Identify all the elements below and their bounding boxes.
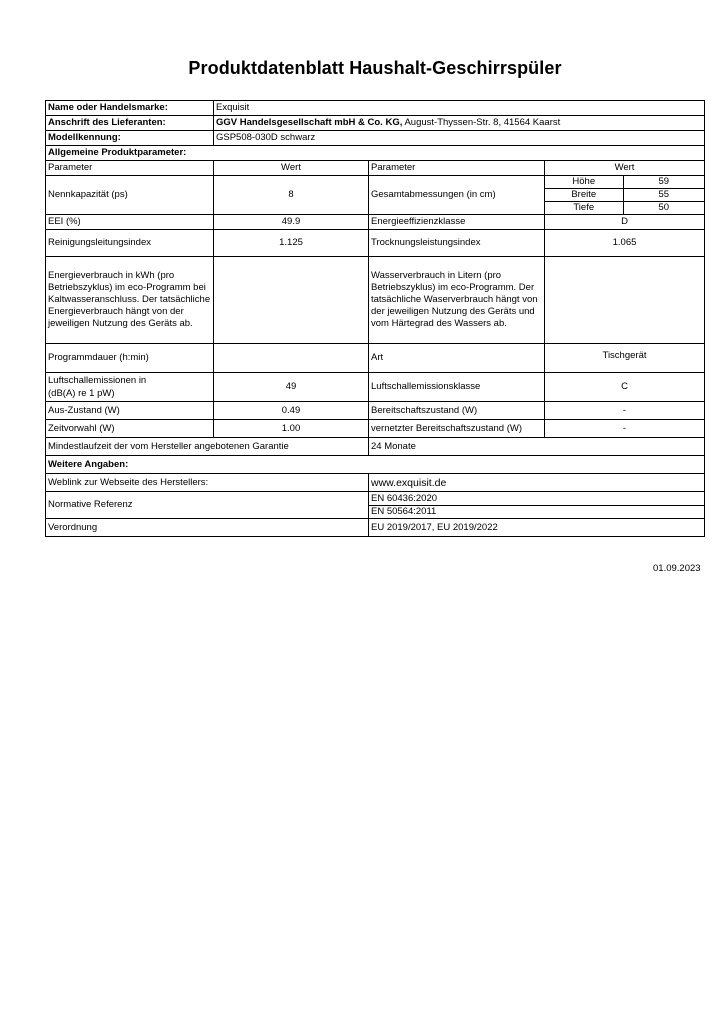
param-header: Parameter xyxy=(46,161,214,176)
dimensions-label: Gesamtabmessungen (in cm) xyxy=(369,176,545,215)
off-value: 0.49 xyxy=(214,402,369,420)
warranty-label: Mindestlaufzeit der vom Hersteller angebotenen Garantie xyxy=(46,438,369,456)
cleaning-label: Reinigungsleitungsindex xyxy=(46,230,214,257)
height-label: Höhe xyxy=(545,176,623,189)
table-row xyxy=(46,373,705,402)
address-street: August-Thyssen-Str. 8, 41564 Kaarst xyxy=(402,117,561,128)
table-row xyxy=(46,474,705,492)
table-row xyxy=(46,116,705,131)
energy-class-value: D xyxy=(545,215,705,230)
network-standby-value: - xyxy=(545,420,705,438)
type-value: Tischgerät xyxy=(545,344,705,373)
dimensions-table xyxy=(545,176,704,214)
normative-label: Normative Referenz xyxy=(46,492,369,519)
standby-label: Bereitschaftszustand (W) xyxy=(369,402,545,420)
name-label: Name oder Handelsmarke: xyxy=(46,101,214,116)
noise-class-label: Luftschallemissionsklasse xyxy=(369,373,545,402)
table-row xyxy=(46,438,705,456)
energy-consumption-value xyxy=(214,257,369,344)
table-row xyxy=(46,402,705,420)
noise-label xyxy=(46,373,214,402)
table-row xyxy=(46,456,705,474)
depth-value: 50 xyxy=(658,202,670,213)
normative-value-1: EN 60436:2020 xyxy=(369,493,704,506)
table-row xyxy=(46,161,705,176)
cleaning-value: 1.125 xyxy=(214,230,369,257)
table-row xyxy=(46,131,705,146)
address-label: Anschrift des Lieferanten: xyxy=(46,116,214,131)
address-company: GGV Handelsgesellschaft mbH & Co. KG, xyxy=(216,117,403,128)
energy-consumption-label: Energieverbrauch in kWh (pro Betriebszyklus) im eco-Programm bei Kaltwasseranschluss. Der tatsächliche Energieverbrauch hängt von der jeweiligen Nutzung des Geräts ab. xyxy=(46,257,214,344)
weblink-label: Weblink zur Webseite des Herstellers: xyxy=(46,474,369,492)
noise-value: 49 xyxy=(214,373,369,402)
drying-value: 1.065 xyxy=(545,230,705,257)
table-row xyxy=(46,176,705,215)
value-header: Wert xyxy=(545,161,705,176)
further-header: Weitere Angaben: xyxy=(46,456,705,474)
table-row xyxy=(46,420,705,438)
page-title: Produktdatenblatt Haushalt-Geschirrspüler xyxy=(188,58,562,78)
weblink-value: www.exquisit.de xyxy=(369,474,705,492)
network-standby-label: vernetzter Bereitschaftszustand (W) xyxy=(369,420,545,438)
normative-values xyxy=(369,492,705,519)
delay-value: 1.00 xyxy=(214,420,369,438)
table-row xyxy=(46,146,705,161)
off-label: Aus-Zustand (W) xyxy=(46,402,214,420)
eei-value: 49.9 xyxy=(214,215,369,230)
type-label: Art xyxy=(369,344,545,373)
table-row xyxy=(46,492,705,519)
table-row xyxy=(46,215,705,230)
noise-class-value: C xyxy=(545,373,705,402)
warranty-value: 24 Monate xyxy=(369,438,705,456)
value-header: Wert xyxy=(214,161,369,176)
normative-value-2: EN 50564:2011 xyxy=(371,505,437,517)
general-header: Allgemeine Produktparameter: xyxy=(46,146,705,161)
capacity-label: Nennkapazität (ps) xyxy=(46,176,214,215)
table-row xyxy=(46,257,705,344)
dimensions-cell xyxy=(545,176,705,215)
model-value: GSP508-030D schwarz xyxy=(214,131,705,146)
name-value: Exquisit xyxy=(214,101,705,116)
document-date: 01.09.2023 xyxy=(653,563,701,574)
table-row xyxy=(46,101,705,116)
noise-label-line-2: (dB(A) re 1 pW) xyxy=(48,388,115,399)
delay-label: Zeitvorwahl (W) xyxy=(46,420,214,438)
product-data-table xyxy=(45,100,705,537)
width-value: 55 xyxy=(623,189,704,202)
regulation-label: Verordnung xyxy=(46,519,369,537)
duration-value xyxy=(214,344,369,373)
table-row xyxy=(46,519,705,537)
regulation-value: EU 2019/2017, EU 2019/2022 xyxy=(369,519,705,537)
capacity-value: 8 xyxy=(214,176,369,215)
duration-label: Programmdauer (h:min) xyxy=(46,344,214,373)
noise-label-line-1: Luftschallemissionen in xyxy=(48,375,147,386)
address-value xyxy=(214,116,705,131)
eei-label: EEI (%) xyxy=(46,215,214,230)
table-row xyxy=(46,344,705,373)
depth-label: Tiefe xyxy=(545,202,623,215)
table-row xyxy=(46,230,705,257)
energy-class-label: Energieeffizienzklasse xyxy=(369,215,545,230)
height-value: 59 xyxy=(623,176,704,189)
drying-label: Trocknungsleistungsindex xyxy=(369,230,545,257)
width-label: Breite xyxy=(545,189,623,202)
standby-value: - xyxy=(545,402,705,420)
water-consumption-value xyxy=(545,257,705,344)
model-label: Modellkennung: xyxy=(46,131,214,146)
water-consumption-label: Wasserverbrauch in Litern (pro Betriebszyklus) im eco-Programm. Der tatsächliche Waserverbrauch hängt von der jeweiligen Nutzung des Geräts und vom Härtegrad des Wassers ab. xyxy=(369,257,545,344)
param-header: Parameter xyxy=(369,161,545,176)
